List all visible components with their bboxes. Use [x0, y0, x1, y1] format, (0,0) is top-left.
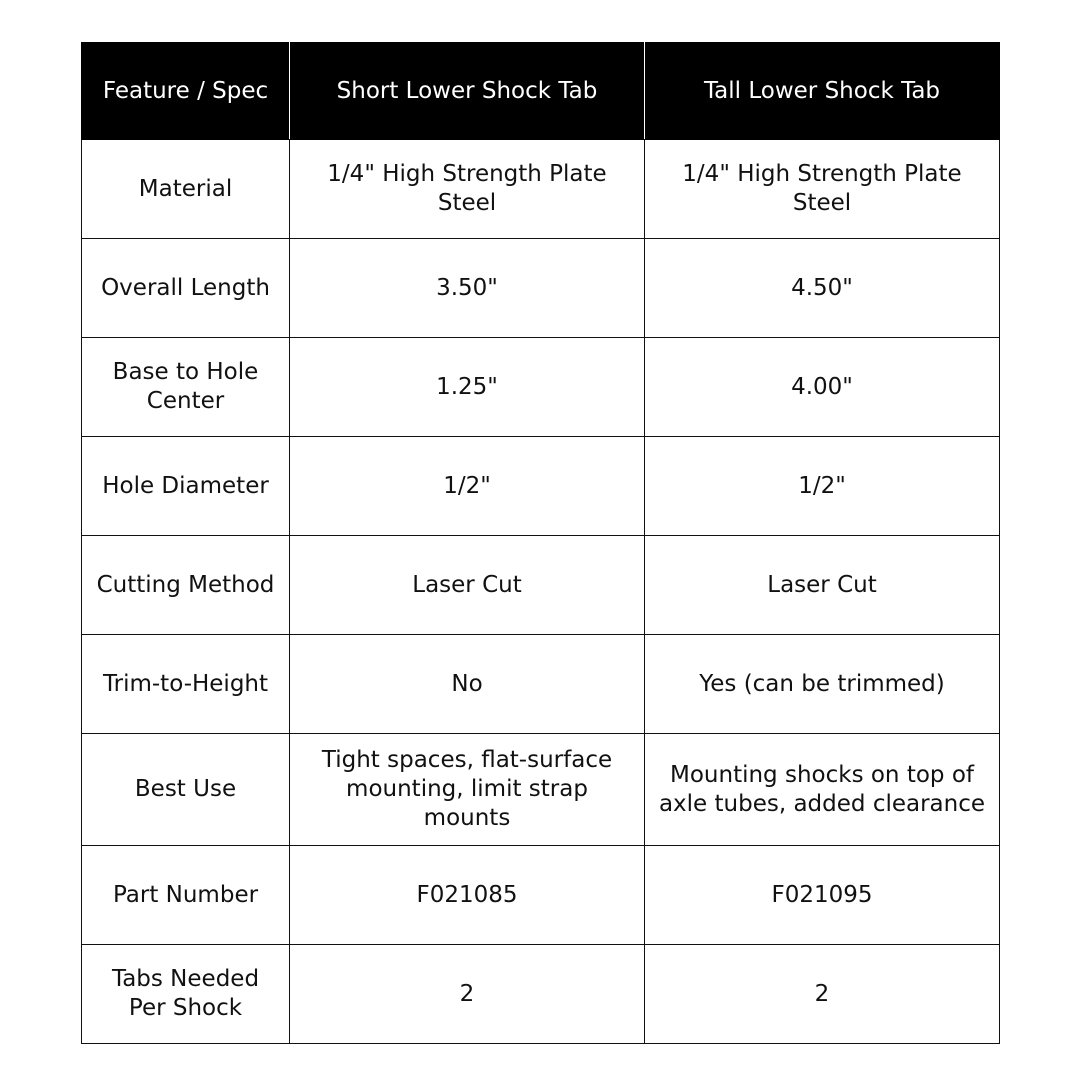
short-tab-value: 2 [290, 945, 645, 1044]
table-header [82, 43, 1000, 140]
tall-tab-value: Laser Cut [645, 536, 1000, 635]
tall-tab-value: 1/4" High Strength Plate Steel [645, 140, 1000, 239]
short-tab-value: 1/4" High Strength Plate Steel [290, 140, 645, 239]
table-row [82, 338, 1000, 437]
row-label: Cutting Method [82, 536, 290, 635]
header-row [82, 43, 1000, 140]
tall-tab-value: 4.00" [645, 338, 1000, 437]
tall-tab-value: Mounting shocks on top of axle tubes, added clearance [645, 734, 1000, 846]
row-label: Overall Length [82, 239, 290, 338]
table-row [82, 239, 1000, 338]
tall-tab-value: Yes (can be trimmed) [645, 635, 1000, 734]
table-row [82, 536, 1000, 635]
row-label: Tabs Needed Per Shock [82, 945, 290, 1044]
tall-tab-value: 4.50" [645, 239, 1000, 338]
table-row [82, 635, 1000, 734]
tall-tab-value: F021095 [645, 846, 1000, 945]
short-tab-value: 1/2" [290, 437, 645, 536]
table-row [82, 140, 1000, 239]
header-feature-spec: Feature / Spec [82, 43, 290, 140]
table-row [82, 437, 1000, 536]
short-tab-value: Tight spaces, flat-surface mounting, limit strap mounts [290, 734, 645, 846]
short-tab-value: No [290, 635, 645, 734]
row-label: Trim-to-Height [82, 635, 290, 734]
table-row [82, 945, 1000, 1044]
header-short-lower-shock-tab: Short Lower Shock Tab [290, 43, 645, 140]
table-row [82, 734, 1000, 846]
header-tall-lower-shock-tab: Tall Lower Shock Tab [645, 43, 1000, 140]
short-tab-value: 3.50" [290, 239, 645, 338]
row-label: Part Number [82, 846, 290, 945]
row-label: Material [82, 140, 290, 239]
table-row [82, 846, 1000, 945]
tall-tab-value: 2 [645, 945, 1000, 1044]
short-tab-value: Laser Cut [290, 536, 645, 635]
short-tab-value: 1.25" [290, 338, 645, 437]
row-label: Hole Diameter [82, 437, 290, 536]
tall-tab-value: 1/2" [645, 437, 1000, 536]
row-label: Base to Hole Center [82, 338, 290, 437]
table-body [82, 140, 1000, 1044]
row-label: Best Use [82, 734, 290, 846]
short-tab-value: F021085 [290, 846, 645, 945]
spec-comparison-table [81, 42, 1000, 1044]
